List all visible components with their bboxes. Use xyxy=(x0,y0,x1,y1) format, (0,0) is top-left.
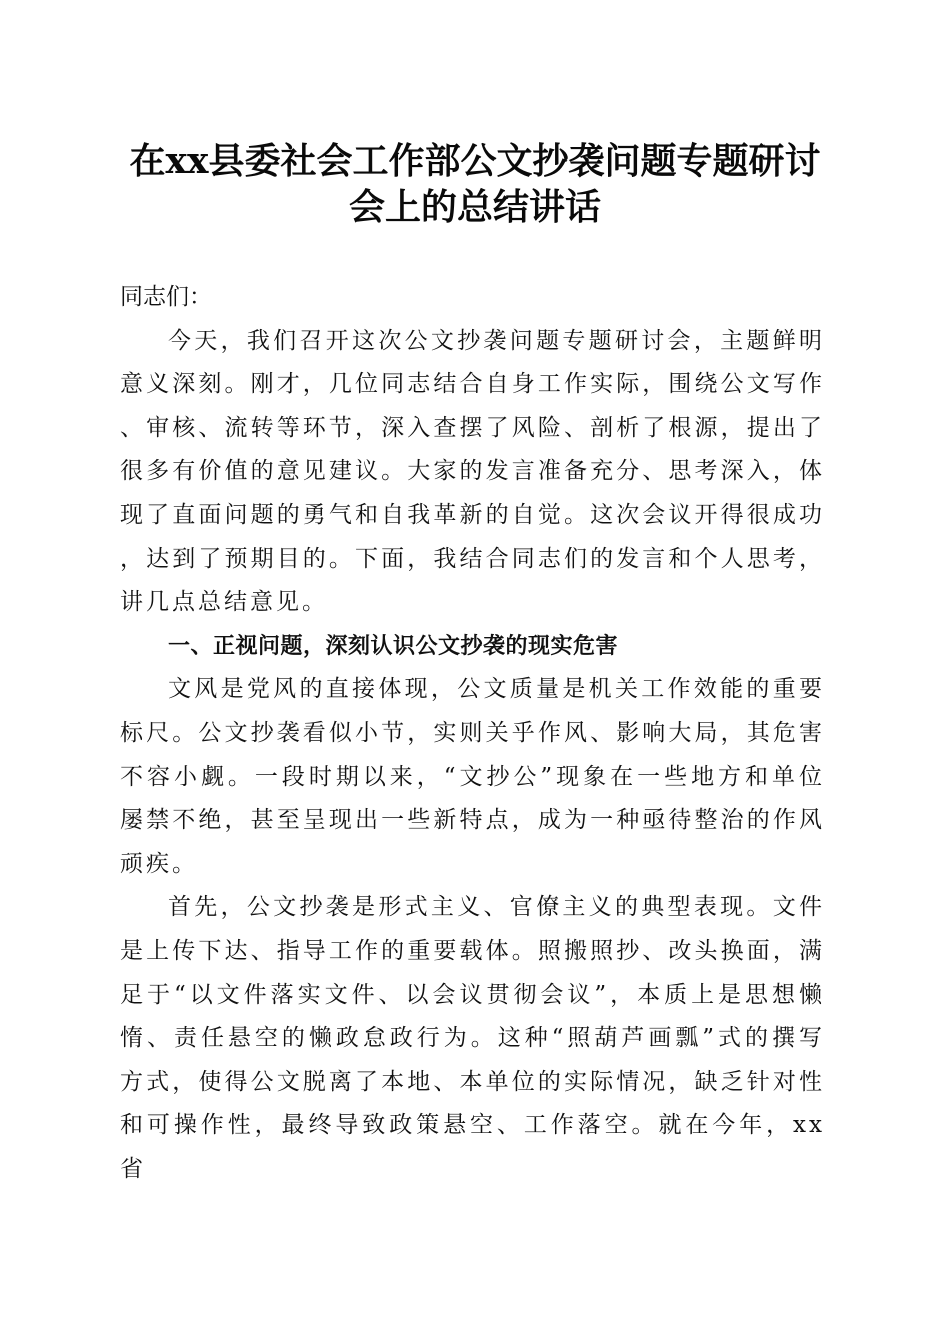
section-1-paragraph-2: 首先，公文抄袭是形式主义、官僚主义的典型表现。文件是上传下达、指导工作的重要载体。照搬照抄、改头换面，满足于“以文件落实文件、以会议贯彻会议”，本质上是思想懒惰、责任悬空的懒政怠政行为。这种“照葫芦画瓢”式的撰写方式，使得公文脱离了本地、本单位的实际情况，缺乏针对性和可操作性，最终导致政策悬空、工作落空。就在今年，xx省 xyxy=(120,894,825,1182)
section-1-paragraph-1: 文风是党风的直接体现，公文质量是机关工作效能的重要标尺。公文抄袭看似小节，实则关乎作风、影响大局，其危害不容小觑。一段时期以来，“文抄公”现象在一些地方和单位屡禁不绝，甚至呈现出一些新特点，成为一种亟待整治的作风顽疾。 xyxy=(120,676,825,877)
opening-paragraph: 今天，我们召开这次公文抄袭问题专题研讨会，主题鲜明意义深刻。刚才，几位同志结合自身工作实际，围绕公文写作、审核、流转等环节，深入查摆了风险、剖析了根源，提出了很多有价值的意见建议。大家的发言准备充分、思考深入，体现了直面问题的勇气和自我革新的自觉。这次会议开得很成功，达到了预期目的。下面，我结合同志们的发言和个人思考，讲几点总结意见。 xyxy=(120,327,825,616)
salutation: 同志们： xyxy=(120,284,212,310)
document-title-line-1: 在xx县委社会工作部公文抄袭问题专题研讨 xyxy=(129,140,821,182)
document-body xyxy=(120,276,825,1191)
section-1-heading: 一、正视问题，深刻认识公文抄袭的现实危害 xyxy=(168,633,619,659)
document-title-line-2: 会上的总结讲话 xyxy=(348,186,601,228)
